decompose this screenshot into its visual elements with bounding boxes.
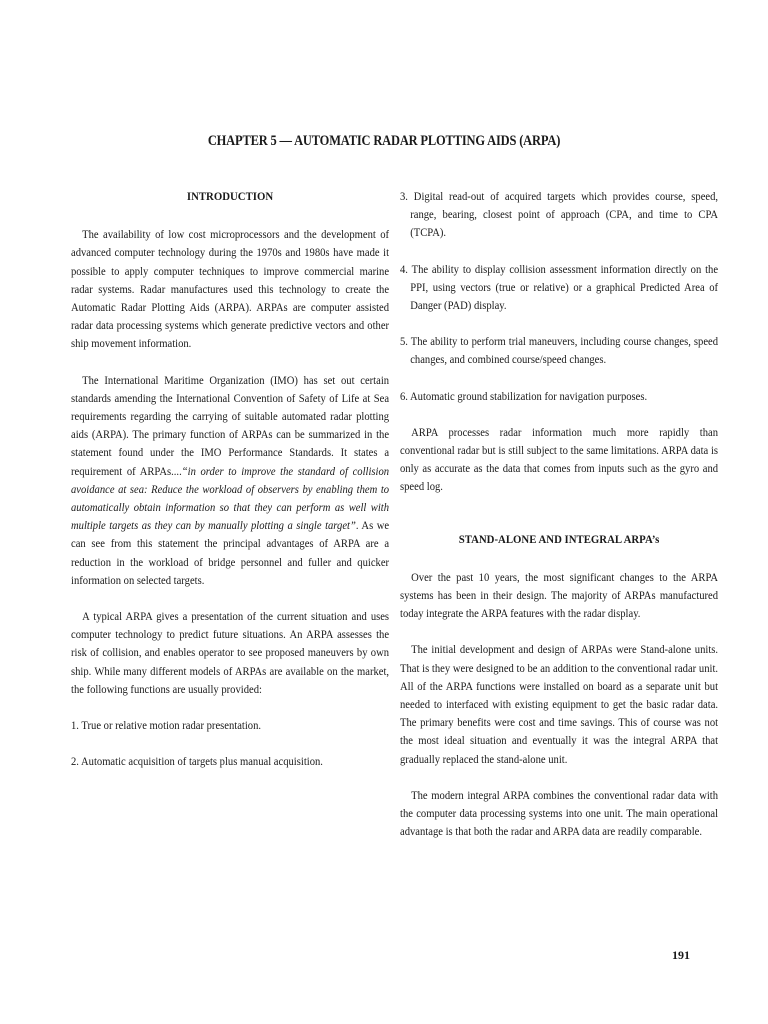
paragraph-initial-development: The initial development and design of ARPAs were Stand-alone units. That is they were designed to be an addition to the conventional radar unit. All of the ARPA functions were installed on board as a separate unit but needed to interfaced with existing equipment to get the basic radar data. The primary benefits were cost and time savings. This of course was not the most ideal situation and eventually it was the integral ARPA that gradually replaced the stand-alone unit. bbox=[400, 644, 719, 766]
list-item-1: 1. True or relative motion radar presentation. bbox=[71, 720, 262, 733]
left-column bbox=[71, 188, 389, 789]
right-column bbox=[400, 188, 718, 859]
list-item-4: 4. The ability to display collision assessment information directly on the PPI, using vectors (true or relative) or a graphical Predicted Area of Danger (PAD) display. bbox=[400, 263, 719, 313]
page-number: 191 bbox=[672, 948, 690, 962]
chapter-title: CHAPTER 5 — AUTOMATIC RADAR PLOTTING AIDS (ARPA) bbox=[207, 133, 561, 149]
imo-quote: “in order to improve the standard of collision avoidance at sea: Reduce the workload of observers by enabling them to automatically obtain information so that they can perform as well with multiple targets as they can by manually plotting a single target” bbox=[71, 465, 390, 533]
paragraph-imo-start: The International Maritime Organization (IMO) has set out certain standards amending the International Convention of Safety of Life at Sea requirements regarding the carrying of suitable automated radar plotting aids (ARPA). The primary function of ARPAs can be summarized in the statement found under the IMO Performance Standards. It states a requirement of ARPAs.... bbox=[71, 374, 390, 478]
list-item-6: 6. Automatic ground stabilization for navigation purposes. bbox=[400, 390, 648, 403]
list-item-2: 2. Automatic acquisition of targets plus manual acquisition. bbox=[71, 756, 323, 769]
paragraph-modern-integral: The modern integral ARPA combines the conventional radar data with the computer data processing systems into one unit. The main operational advantage is that both the radar and ARPA data are readily comparable. bbox=[400, 789, 719, 839]
right-column-text bbox=[400, 188, 718, 841]
list-item-3: 3. Digital read-out of acquired targets which provides course, speed, range, bearing, closest point of approach (CPA, and time to CPA (TCPA). bbox=[400, 191, 719, 240]
section-heading-stand-alone: STAND-ALONE AND INTEGRAL ARPA’s bbox=[458, 532, 660, 546]
paragraph-arpa-processing: ARPA processes radar information much more rapidly than conventional radar but is still subject to the same limitations. ARPA data is only as accurate as the data that comes from inputs such as the gyro and speed log. bbox=[400, 426, 719, 494]
section-heading-introduction: INTRODUCTION bbox=[186, 190, 274, 203]
left-column-text bbox=[71, 188, 389, 771]
paragraph-availability: The availability of low cost microprocessors and the development of advanced computer technology during the 1970s and 1980s have made it possible to apply computer techniques to improve commercial marine radar systems. Radar manufactures used this technology to create the Automatic Radar Plotting Aids (ARPA). ARPAs are computer assisted radar data processing systems which generate predictive vectors and other ship movement information. bbox=[71, 229, 390, 351]
paragraph-imo-end: . As we can see from this statement the principal advantages of ARPA are a reduction in the workload of bridge personnel and fuller and quicker information on selected targets. bbox=[71, 520, 390, 587]
list-item-5: 5. The ability to perform trial maneuvers, including course changes, speed changes, and combined course/speed changes. bbox=[400, 336, 719, 367]
paragraph-imo bbox=[71, 372, 389, 590]
paragraph-typical-arpa: A typical ARPA gives a presentation of the current situation and uses computer technology to predict future situations. An ARPA assesses the risk of collision, and enables operator to see proposed maneuvers by own ship. While many different models of ARPAs are available on the market, the following functions are usually provided: bbox=[71, 611, 390, 696]
paragraph-past-ten-years: Over the past 10 years, the most significant changes to the ARPA systems has been in their design. The majority of ARPAs manufactured today integrate the ARPA features with the radar display. bbox=[400, 571, 719, 621]
